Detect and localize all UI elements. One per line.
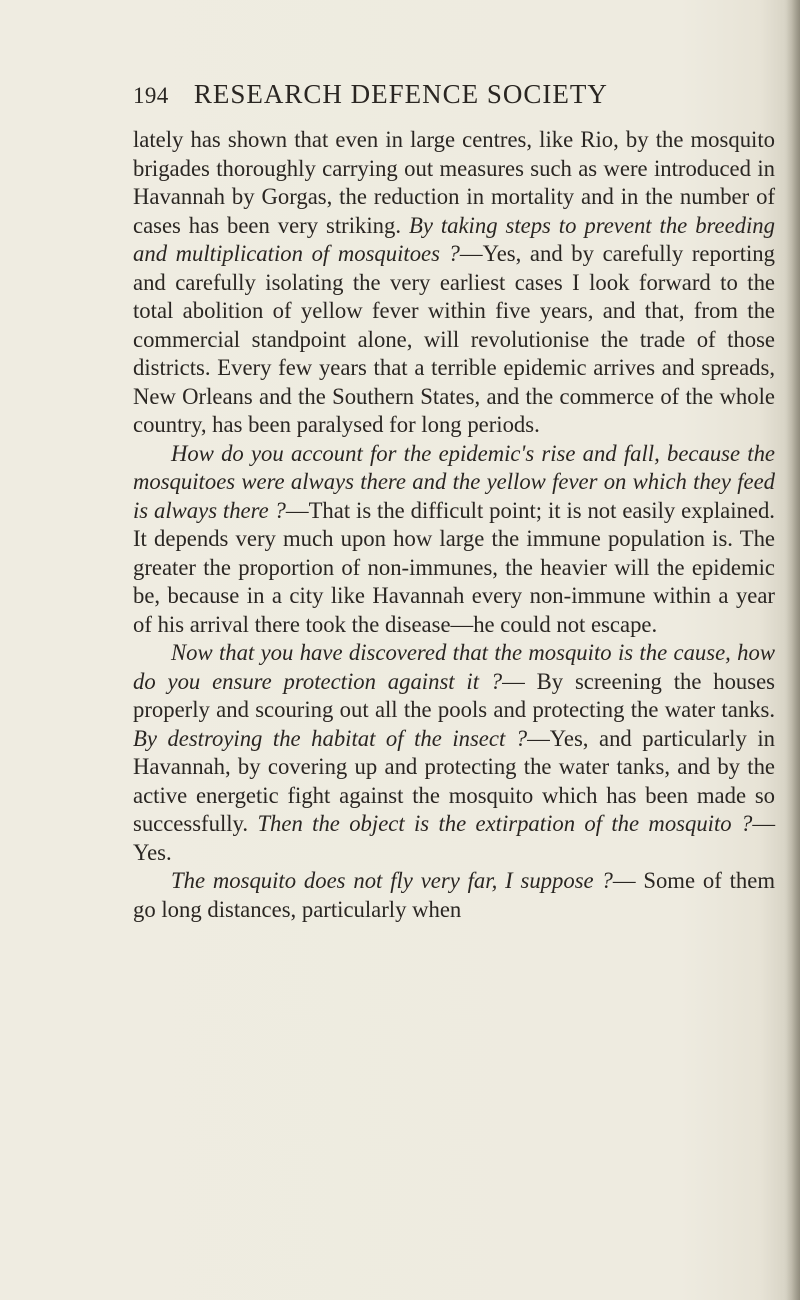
page-edge-shadow — [786, 0, 800, 1300]
answer-text: — Some of them go long distances, particularly when — [133, 868, 775, 922]
question-text: By taking steps to prevent the breeding and multiplication of mosquitoes ? — [133, 212, 775, 266]
page-number: 194 — [133, 83, 169, 108]
question-text: Now that you have discovered that the mosquito is the cause, how do you ensure protection against it ? — [133, 640, 775, 694]
answer-text: lately has shown that even in large centres, like Rio, by the mosquito brigades thoroughly carrying out measures such as were introduced in Havannah by Gorgas, the reduction in mortality and in the number of cases has been very striking. — [133, 127, 775, 238]
question-text: The mosquito does not fly very far, I suppose ? — [171, 868, 613, 893]
answer-text: —Yes, and particularly in Havannah, by covering up and protecting the water tanks, and by the active energetic fight against the mosquito which has been made so successfully. — [133, 725, 775, 836]
paragraph — [133, 126, 775, 440]
answer-text: —Yes, and by carefully reporting and carefully isolating the very earliest cases I look forward to the total abolition of yellow fever within five years, and that, from the commercial standpoint alone, will revolutionise the trade of those districts. Every few years that a terrible epidemic arrives and spreads, New Orleans and the Southern States, and the commerce of the whole country, has been paralysed for long periods. — [133, 241, 775, 437]
question-text: Then the object is the extirpation of the mosquito ? — [257, 811, 753, 836]
answer-text: —Yes. — [133, 811, 775, 865]
running-header — [133, 76, 773, 112]
paragraph — [133, 867, 775, 924]
paragraph — [133, 440, 775, 640]
question-text: By destroying the habitat of the insect ? — [133, 725, 528, 751]
question-text: How do you account for the epidemic's rise and fall, because the mosquitoes were always there and the yellow fever on which they feed is always there ? — [133, 440, 775, 523]
answer-text: — By screening the houses properly and scouring out all the pools and protecting the water tanks. — [133, 668, 775, 722]
body-text — [133, 126, 775, 924]
answer-text: —That is the difficult point; it is not easily explained. It depends very much upon how large the immune population is. The greater the proportion of non-immunes, the heavier will the epidemic be, because in a city like Havannah every non-immune within a year of his arrival there took the disease—he could not escape. — [133, 497, 775, 637]
running-title: RESEARCH DEFENCE SOCIETY — [193, 79, 608, 109]
paragraph — [133, 639, 775, 867]
